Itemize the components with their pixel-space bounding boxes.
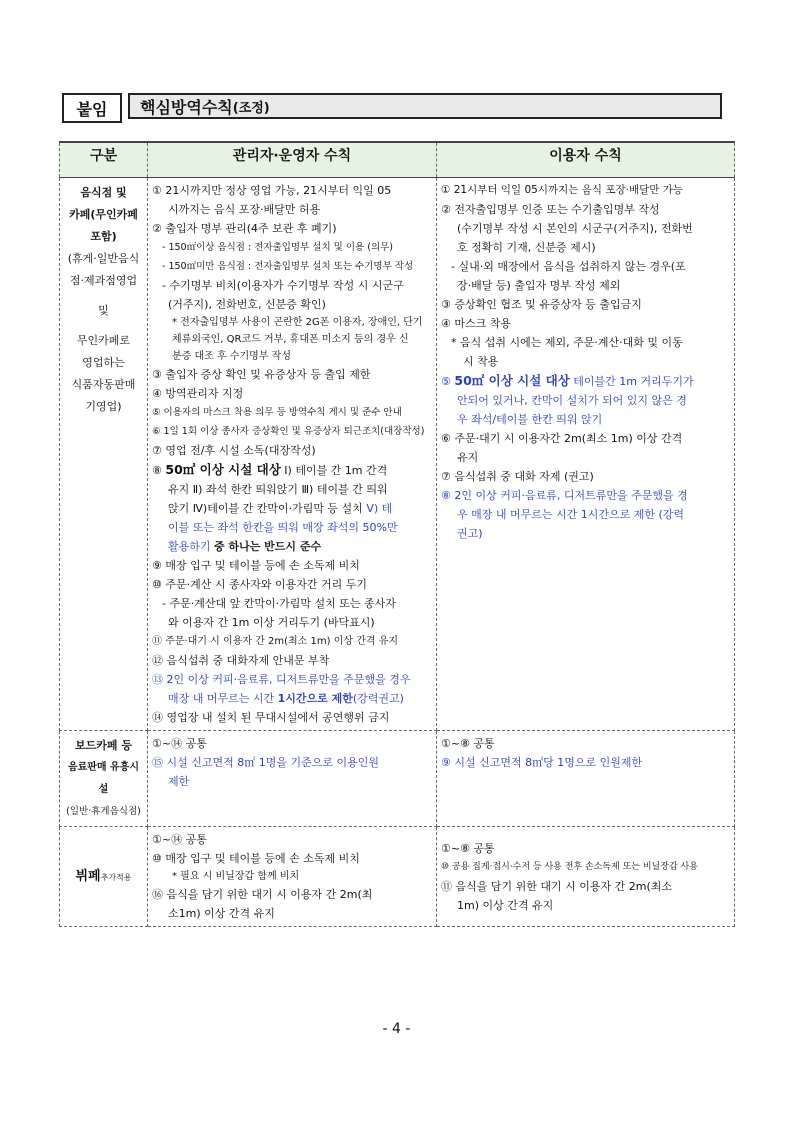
rule-line: ①~⑧ 공통 (441, 841, 495, 855)
rule-note: * 전자출입명부 사용이 곤란한 2G폰 이용자, 장애인, 단기 (172, 317, 423, 328)
rule-line: ⑩ 매장 입구 및 테이블 등에 손 소독제 비치 (152, 852, 360, 865)
rule-line: ⑦ 음식섭취 중 대화 자제 (권고) (441, 470, 594, 483)
rule-emphasis: 1시간으로 제한 (277, 692, 353, 705)
rule-line (152, 460, 432, 480)
rule-line: 권고) (457, 527, 483, 540)
title-suffix: (조정) (232, 100, 270, 116)
title-text: 핵심방역수칙 (140, 97, 233, 117)
rule-line: 제한 (168, 775, 190, 788)
rule-line: - 150㎡이상 음식점 : 전자출입명부 설치 및 이용 (의무) (162, 242, 394, 253)
category-text: 추가적용 (100, 872, 132, 882)
category-text: 식품자동판매 (71, 378, 136, 391)
rule-text: 매장 내 머무르는 시간 (168, 692, 275, 705)
rule-note: 분증 대조 후 수기명부 작성 (172, 351, 291, 362)
rule-line: ⑨ 시설 신고면적 8㎡당 1명으로 인원제한 (441, 756, 643, 769)
rule-line: (수기명부 작성 시 본인의 시군구(거주지), 전화번 (457, 222, 693, 235)
category-text: 음료판매 유흥시설 (67, 762, 140, 795)
rule-line: ⑯ 음식을 담기 위한 대기 시 이용자 간 2m(최 (152, 888, 373, 901)
rule-line: ⑪ 주문·대기 시 이용자 간 2m(최소 1m) 이상 간격 유지 (152, 636, 399, 647)
rule-line: ⑦ 영업 전/후 시설 소독(대장작성) (152, 444, 316, 457)
table-header-row (60, 142, 735, 178)
page-number: - 4 - (382, 1021, 411, 1037)
rule-line: ② 전자출입명부 인증 또는 수기출입명부 작성 (441, 203, 660, 216)
rule-line: ⑩ 공용 집게·접시·수저 등 사용 전후 손소독제 또는 비닐장갑 사용 (441, 861, 698, 872)
rule-line: ⑤ 이용자의 마스크 착용 의무 등 방역수칙 게시 및 준수 안내 (152, 407, 402, 418)
rule-note: 체류외국인, QR코드 거부, 휴대폰 미소지 등의 경우 신 (172, 334, 409, 345)
category-text: 점·제과점영업 (69, 274, 138, 287)
section-title (128, 93, 722, 119)
rule-line: ④ 방역관리자 지정 (152, 387, 244, 400)
rule-line: ④ 마스크 착용 (441, 317, 511, 330)
rule-line: 장·배달 등) 출입자 명부 작성 제외 (457, 279, 621, 292)
category-text: 음식점 및 (80, 186, 127, 199)
rule-line: 시까지는 음식 포장·배달만 허용 (168, 203, 321, 216)
rule-line: ⑬ 2인 이상 커피·음료류, 디저트류만을 주문했을 경우 (152, 673, 411, 686)
table-row-buffet (60, 827, 735, 927)
section-header (62, 93, 722, 123)
category-text: (일반·휴게음식점) (66, 806, 141, 817)
rule-line: ⑥ 주문·대기 시 이용자간 2m(최소 1m) 이상 간격 (441, 432, 683, 445)
quarantine-rules-table (59, 141, 735, 927)
rule-line: ⑩ 주문·계산 시 종사자와 이용자간 거리 두기 (152, 578, 367, 591)
rule-line: - 150㎡미만 음식점 : 전자출입명부 설치 또는 수기명부 작성 (162, 261, 414, 272)
category-text: 및 (98, 304, 109, 317)
col-header-category: 구분 (60, 142, 148, 178)
rule-line: ⑪ 음식을 담기 위한 대기 시 이용자 간 2m(최소 (441, 879, 672, 893)
table-row-boardcafe (60, 731, 735, 827)
rule-line: ① 21시부터 익일 05시까지는 음식 포장·배달만 가능 (441, 184, 684, 196)
col-header-manager: 관리자·운영자 수칙 (148, 142, 437, 178)
rule-line: 우 매장 내 머무르는 시간 1시간으로 제한 (강력 (457, 508, 685, 521)
rule-number: ⑧ (152, 464, 162, 477)
rule-line (152, 499, 432, 518)
rule-line: ⑨ 매장 입구 및 테이블 등에 손 소독제 비치 (152, 559, 360, 572)
rule-line: - 주문·계산대 앞 칸막이·가림막 설치 또는 종사자 (162, 597, 396, 610)
rule-note: * 필요 시 비닐장갑 함께 비치 (172, 871, 300, 882)
rule-text: Ⅰ) 테이블 간 1m 간격 (284, 464, 388, 477)
rule-line: 유지 (457, 451, 479, 464)
manager-rules-cell (148, 178, 437, 731)
rule-line (152, 537, 432, 556)
rule-line (441, 371, 730, 391)
rule-emphasis: 중 하나는 반드시 준수 (214, 540, 322, 553)
rule-line: 유지 Ⅱ) 좌석 한칸 띄워앉기 Ⅲ) 테이블 간 띄워 (168, 483, 388, 496)
rule-highlight: 50㎡ 이상 시설 대상 (454, 373, 570, 388)
rule-line: ⑭ 영업장 내 설치 된 무대시설에서 공연행위 금지 (152, 711, 390, 724)
table-row-restaurant (60, 178, 735, 731)
category-text: 카페(무인카페 (69, 208, 138, 221)
rule-number: ⑤ (441, 375, 451, 388)
rule-highlight: Ⅴ) 테 (366, 502, 393, 515)
rule-line: - 실내·외 매장에서 음식을 섭취하지 않는 경우(포 (451, 260, 686, 273)
rule-line: 1m) 이상 간격 유지 (457, 898, 554, 912)
category-text: 영업하는 (82, 356, 125, 369)
rule-line: - 수기명부 비치(이용자가 수기명부 작성 시 시군구 (162, 279, 404, 292)
category-cell (60, 731, 148, 827)
user-rules-cell (437, 178, 735, 731)
rule-line: ⑮ 시설 신고면적 8㎡ 1명을 기준으로 이용인원 (152, 756, 379, 769)
rule-line: * 음식 섭취 시에는 제외, 주문·계산·대화 및 이동 (451, 336, 683, 349)
rule-line: ①~⑧ 공통 (441, 737, 495, 750)
rule-line: 소1m) 이상 간격 유지 (168, 907, 275, 920)
attachment-label: 붙임 (62, 93, 122, 123)
category-text: 보드카페 등 (75, 739, 132, 752)
col-header-user: 이용자 수칙 (437, 142, 735, 178)
rule-line: 이블 또는 좌석 한칸을 띄워 매장 좌석의 50%만 (168, 521, 398, 534)
rule-line: ① 21시까지만 정상 영업 가능, 21시부터 익일 05 (152, 184, 392, 197)
rule-line: 안되어 있거나, 칸막이 설치가 되어 있지 않은 경 (457, 394, 687, 407)
user-rules-cell (437, 731, 735, 827)
category-cell (60, 178, 148, 731)
category-text: 포함) (90, 230, 117, 243)
rule-highlight: 활용하기 (168, 540, 211, 553)
category-text: 무인카페로 (76, 334, 131, 347)
category-text: 기영업) (85, 400, 122, 413)
rule-line: 호 정확히 기재, 신분증 제시) (457, 241, 596, 254)
rule-line: 시 착용 (463, 355, 499, 368)
rule-line: ①~⑭ 공통 (152, 833, 207, 846)
rule-line (152, 689, 432, 708)
rule-line: ⑥ 1일 1회 이상 종사자 증상확인 및 유증상자 퇴근조치(대장작성) (152, 426, 425, 437)
rule-line: 우 좌석/테이블 한칸 띄워 앉기 (457, 413, 603, 426)
rule-text: 테이블간 1m 거리두기가 (573, 375, 694, 388)
manager-rules-cell (148, 827, 437, 927)
rule-line: ② 출입자 명부 관리(4주 보관 후 폐기) (152, 222, 337, 235)
rule-line: ③ 출입자 증상 확인 및 유증상자 등 출입 제한 (152, 368, 371, 381)
category-text: 뷔페 (75, 868, 101, 884)
category-cell (60, 827, 148, 927)
rule-line: ①~⑭ 공통 (152, 737, 207, 750)
rule-line: ⑫ 음식섭취 중 대화자제 안내문 부착 (152, 654, 330, 667)
rule-line: ③ 증상확인 협조 및 유증상자 등 출입금지 (441, 298, 642, 311)
rule-text: (강력권고) (352, 692, 404, 705)
rule-line: 와 이용자 간 1m 이상 거리두기 (바닥표시) (168, 616, 375, 629)
manager-rules-cell (148, 731, 437, 827)
user-rules-cell (437, 827, 735, 927)
rule-line: ⑧ 2인 이상 커피·음료류, 디저트류만을 주문했을 경 (441, 489, 688, 502)
rule-highlight: 50㎡ 이상 시설 대상 (165, 462, 281, 477)
rule-text: 앉기 Ⅳ)테이블 간 칸막이·가림막 등 설치 (168, 502, 363, 515)
rule-line: (거주지), 전화번호, 신분증 확인) (168, 298, 326, 311)
category-text: (휴게·일반음식 (67, 252, 140, 265)
